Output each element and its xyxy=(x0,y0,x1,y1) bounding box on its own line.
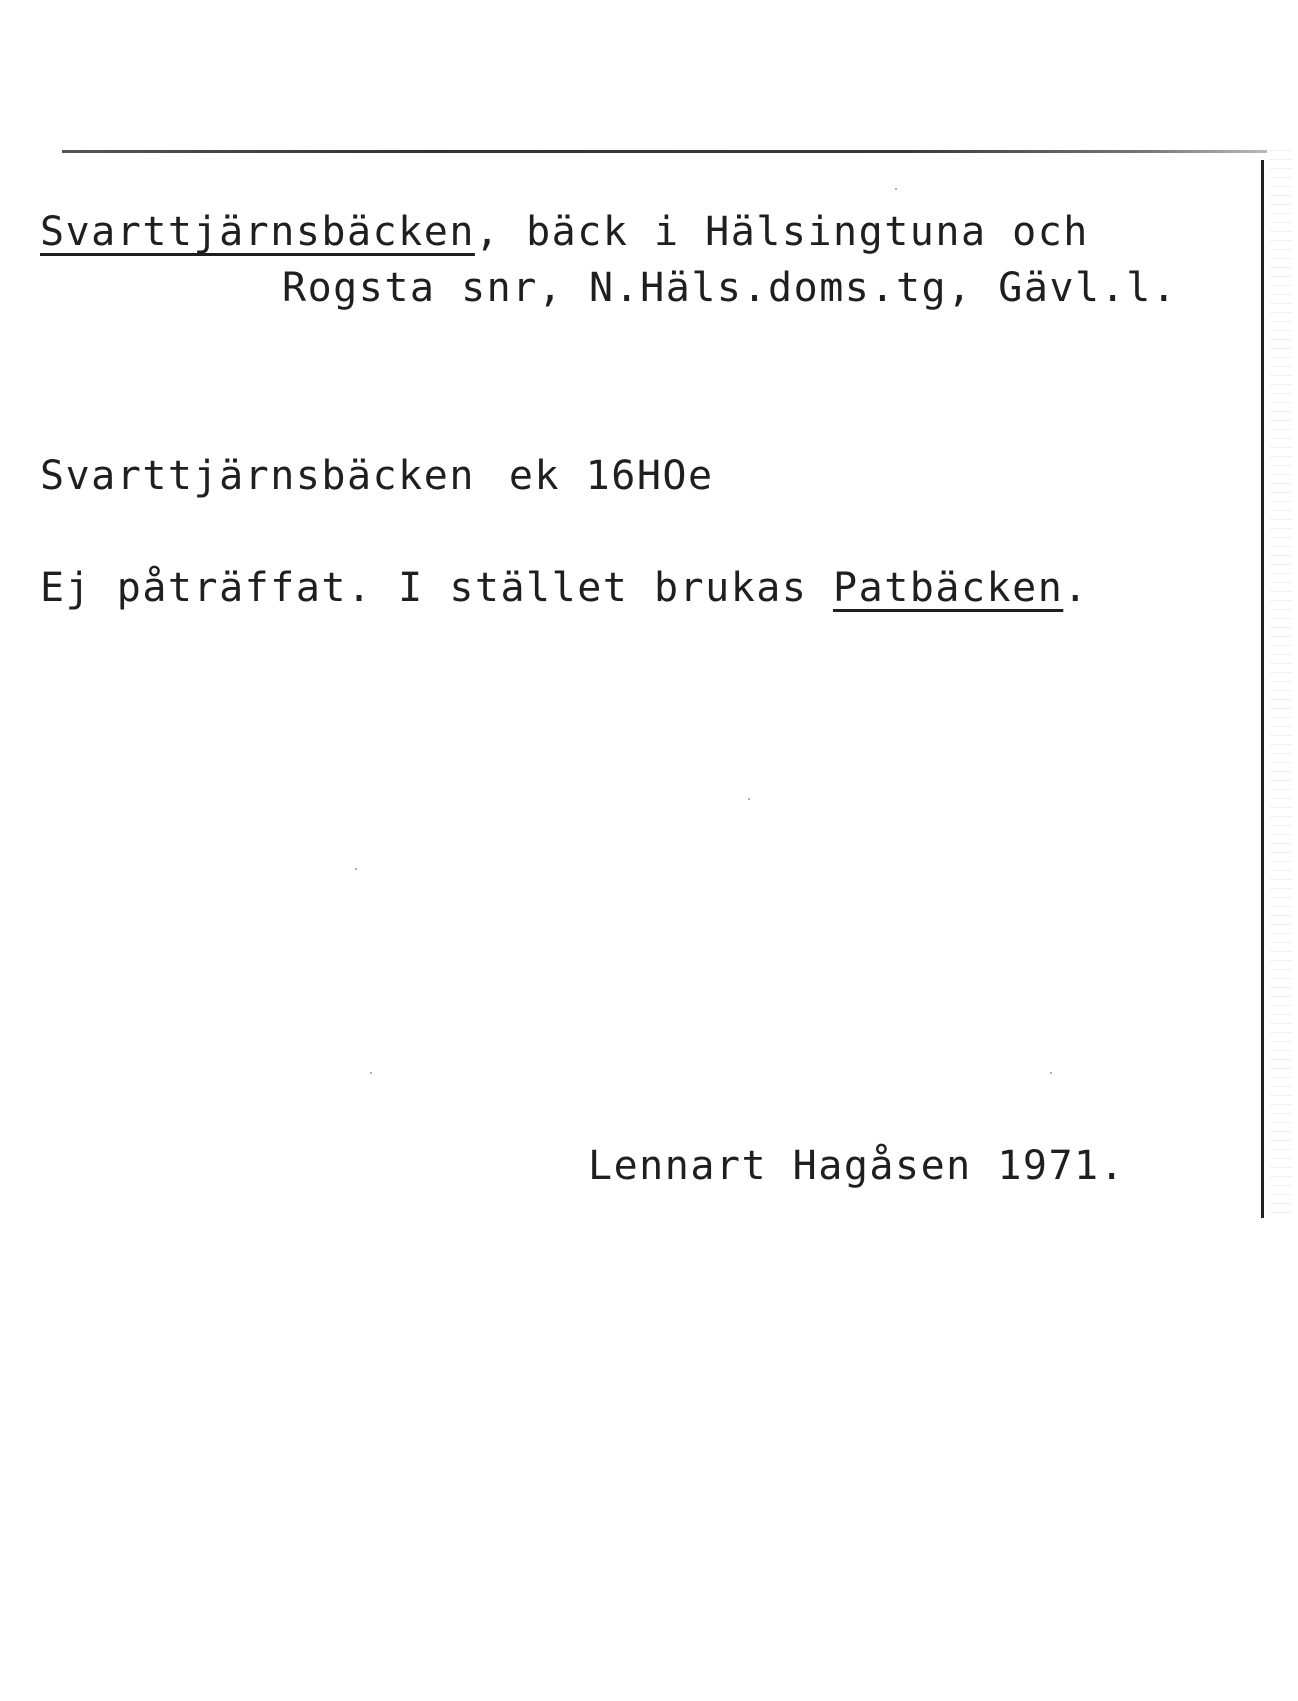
entry-description-part-1: , bäck i Hälsingtuna och xyxy=(474,209,1089,255)
entry-note-cross-reference: Patbäcken xyxy=(833,565,1064,611)
speck xyxy=(355,868,357,870)
entry-headword: Svarttjärnsbäcken xyxy=(40,209,475,255)
entry-note-end: . xyxy=(1063,565,1089,611)
map-reference-line xyxy=(40,453,714,499)
speck xyxy=(1050,1072,1052,1074)
card-top-border xyxy=(62,150,1267,153)
speck xyxy=(748,798,750,800)
speck xyxy=(895,188,897,190)
card-right-border xyxy=(1261,160,1264,1218)
card-edge-texture xyxy=(1270,150,1292,1220)
entry-heading-line-2: Rogsta snr, N.Häls.doms.tg, Gävl.l. xyxy=(282,265,1178,311)
entry-note-text: Ej påträffat. I stället brukas xyxy=(40,565,834,611)
signature: Lennart Hagåsen 1971. xyxy=(588,1143,1126,1189)
entry-note xyxy=(40,565,1089,611)
entry-heading-line-1 xyxy=(40,209,1089,255)
speck xyxy=(370,1072,372,1074)
map-reference-name: Svarttjärnsbäcken xyxy=(40,453,475,499)
map-reference-code: ek 16HOe xyxy=(508,453,714,499)
